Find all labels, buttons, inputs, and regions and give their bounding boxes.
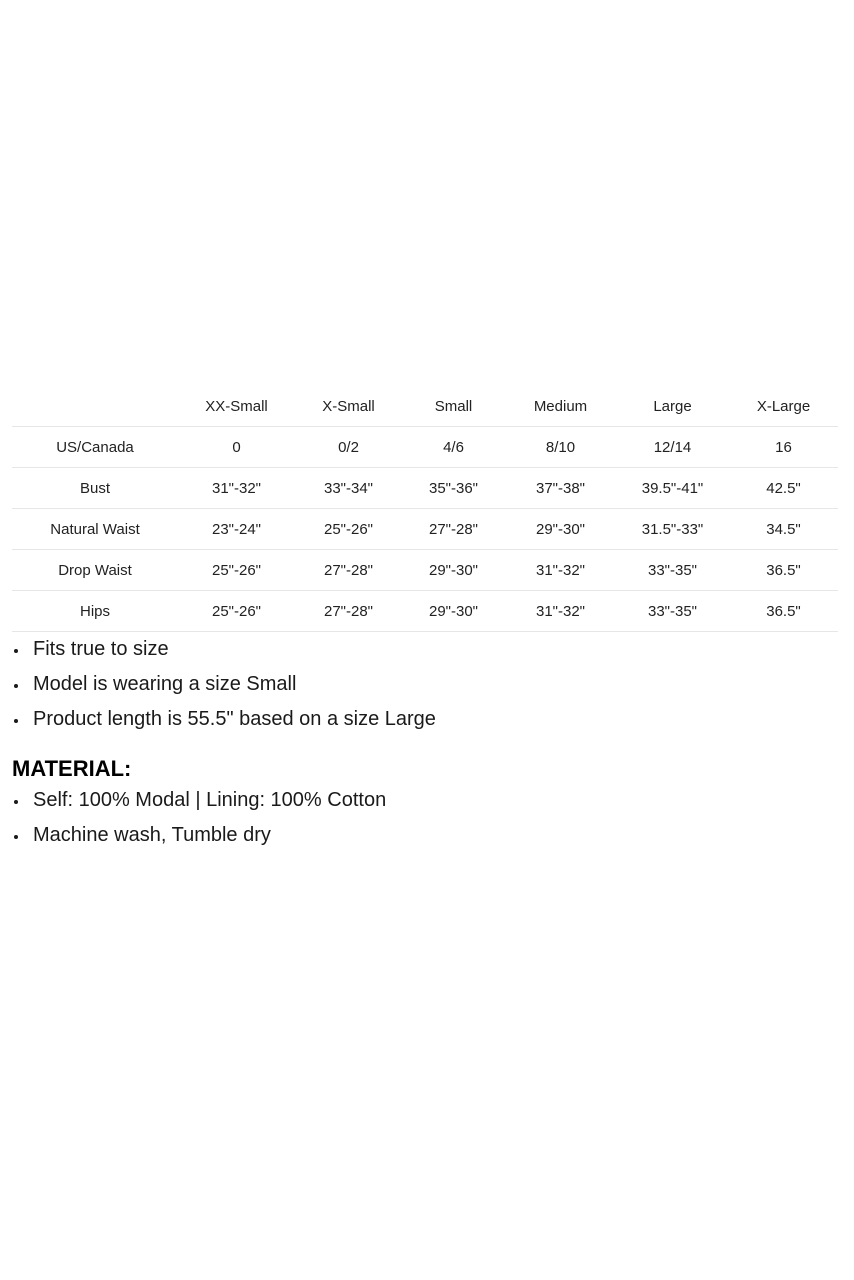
row-label: Natural Waist [12, 509, 178, 550]
table-cell: 31.5"-33" [616, 509, 729, 550]
table-cell: 39.5"-41" [616, 468, 729, 509]
table-row-bust [12, 468, 838, 509]
header-cell-x-large: X-Large [729, 386, 838, 427]
row-label: Bust [12, 468, 178, 509]
size-chart-header-row [12, 386, 838, 427]
list-item: Machine wash, Tumble dry [12, 818, 838, 853]
material-heading: MATERIAL: [12, 756, 132, 781]
table-row-hips [12, 591, 838, 632]
table-cell: 4/6 [402, 427, 505, 468]
header-cell-xx-small: XX-Small [178, 386, 295, 427]
list-item: Self: 100% Modal | Lining: 100% Cotton [12, 783, 838, 818]
list-item: Model is wearing a size Small [12, 667, 838, 702]
table-cell: 29"-30" [402, 550, 505, 591]
table-cell: 31"-32" [505, 591, 616, 632]
table-cell: 35"-36" [402, 468, 505, 509]
row-label: US/Canada [12, 427, 178, 468]
table-cell: 12/14 [616, 427, 729, 468]
table-cell: 36.5" [729, 591, 838, 632]
product-details [12, 386, 838, 853]
table-cell: 36.5" [729, 550, 838, 591]
table-cell: 27"-28" [295, 550, 402, 591]
row-label: Hips [12, 591, 178, 632]
table-cell: 33"-34" [295, 468, 402, 509]
table-cell: 27"-28" [295, 591, 402, 632]
header-cell-x-small: X-Small [295, 386, 402, 427]
list-item: Fits true to size [12, 632, 838, 667]
table-row-natural-waist [12, 509, 838, 550]
table-cell: 34.5" [729, 509, 838, 550]
size-chart-table [12, 386, 838, 632]
table-cell: 33"-35" [616, 550, 729, 591]
table-cell: 25"-26" [178, 550, 295, 591]
table-cell: 33"-35" [616, 591, 729, 632]
header-cell-medium: Medium [505, 386, 616, 427]
header-cell-empty [12, 386, 178, 427]
table-cell: 29"-30" [402, 591, 505, 632]
table-cell: 25"-26" [178, 591, 295, 632]
table-cell: 37"-38" [505, 468, 616, 509]
header-cell-small: Small [402, 386, 505, 427]
table-row-drop-waist [12, 550, 838, 591]
table-cell: 8/10 [505, 427, 616, 468]
table-cell: 31"-32" [178, 468, 295, 509]
table-cell: 27"-28" [402, 509, 505, 550]
list-item: Product length is 55.5" based on a size Large [12, 702, 838, 737]
header-cell-large: Large [616, 386, 729, 427]
table-row-us-canada [12, 427, 838, 468]
table-cell: 16 [729, 427, 838, 468]
table-cell: 25"-26" [295, 509, 402, 550]
table-cell: 0 [178, 427, 295, 468]
table-cell: 23"-24" [178, 509, 295, 550]
table-cell: 0/2 [295, 427, 402, 468]
table-cell: 42.5" [729, 468, 838, 509]
table-cell: 31"-32" [505, 550, 616, 591]
table-cell: 29"-30" [505, 509, 616, 550]
fit-notes-list [12, 632, 838, 737]
row-label: Drop Waist [12, 550, 178, 591]
material-list [12, 783, 838, 853]
